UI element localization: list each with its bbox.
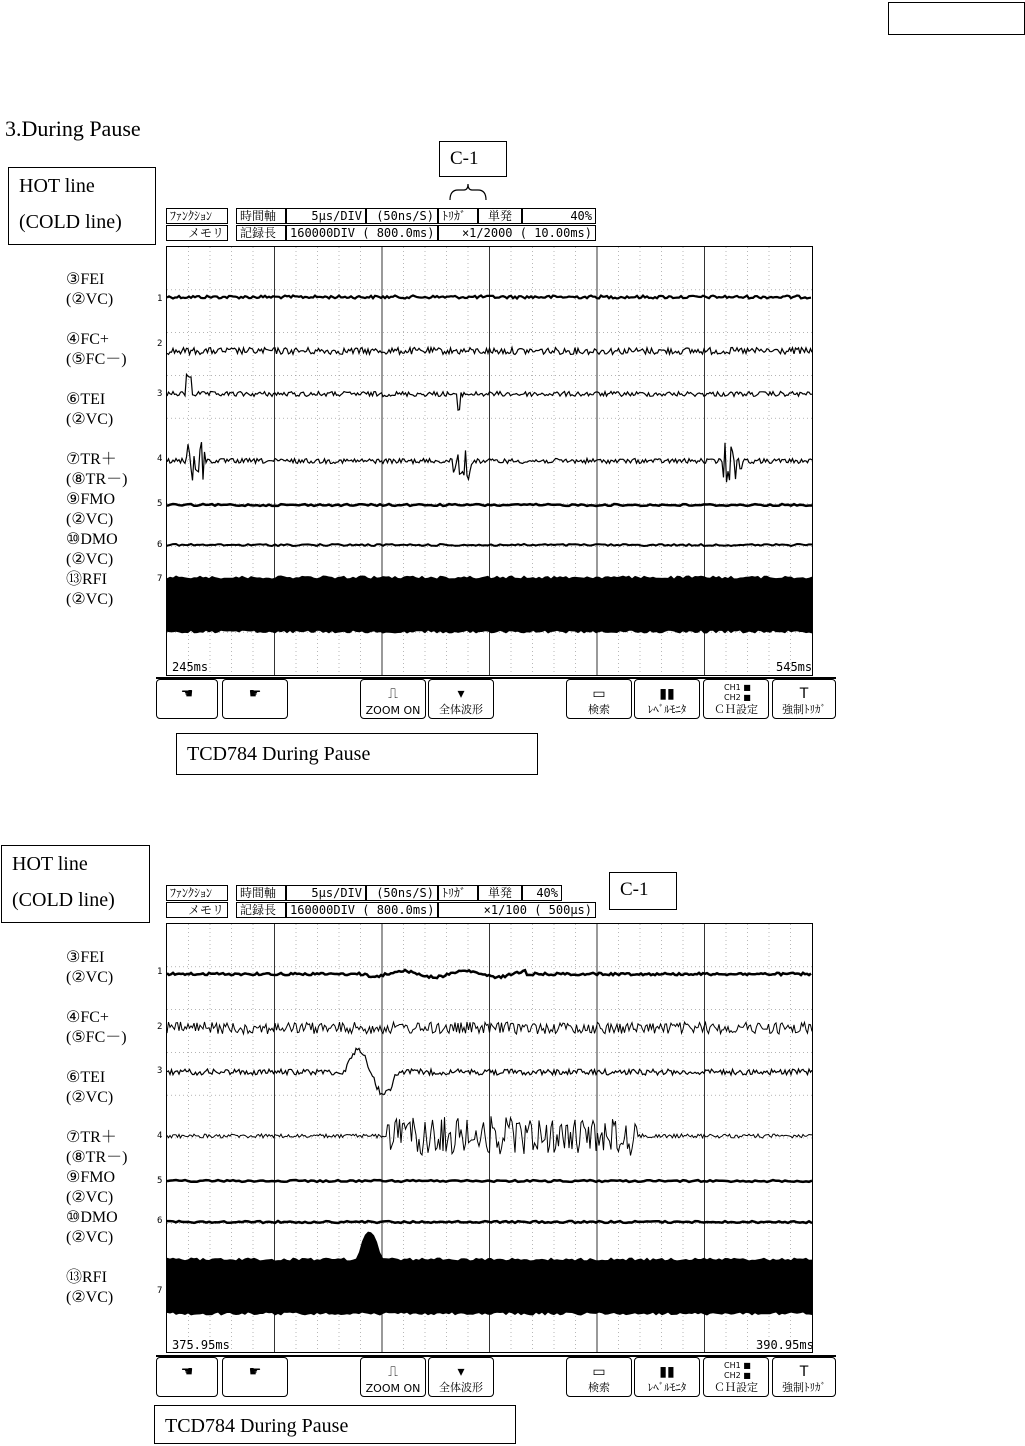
trigger-label: ﾄﾘｶﾞ xyxy=(438,885,478,901)
channel-number-6: 6 xyxy=(157,1216,163,1226)
scroll-left-button[interactable] xyxy=(156,679,218,719)
record-value: 160000DIV ( 800.0ms) xyxy=(286,225,438,241)
force-trigger-button[interactable]: T 強制ﾄﾘｶﾞ xyxy=(772,679,836,719)
function-value: メモリ xyxy=(166,225,228,241)
waveform-trace xyxy=(167,544,812,546)
trigger-position: 40% xyxy=(522,208,596,224)
hand-right-icon: ☛ xyxy=(248,686,262,702)
rf-envelope xyxy=(167,576,812,634)
channel-number-4: 4 xyxy=(157,454,163,464)
function-value: メモリ xyxy=(166,902,228,918)
force-trigger-button[interactable]: T 強制ﾄﾘｶﾞ xyxy=(772,1357,836,1397)
c1-label: C-1 xyxy=(609,872,677,910)
search-button[interactable]: ▭ 検索 xyxy=(566,679,632,719)
scope-header xyxy=(166,885,596,919)
waveform-trace xyxy=(167,970,811,978)
channel-number-7: 7 xyxy=(157,1286,163,1296)
function-label: ﾌｧﾝｸｼｮﾝ xyxy=(166,885,228,901)
channel-number-5: 5 xyxy=(157,499,163,509)
full-waveform-button[interactable]: ▾ 全体波形 xyxy=(428,679,494,719)
channel-label-2: ④FC+ (⑤FC－) xyxy=(66,331,127,368)
channel-label-5: ⑨FMO (②VC) xyxy=(66,491,116,528)
channel-number-6: 6 xyxy=(157,540,163,550)
cold-line-label: (COLD line) xyxy=(19,211,122,233)
ch-setting-button[interactable]: CH1 ■ CH2 ■ ＣＨ設定 xyxy=(703,679,769,719)
trigger-label: ﾄﾘｶﾞ xyxy=(438,208,478,224)
trigger-t-icon: T xyxy=(799,1364,809,1380)
channel-label-1: ③FEI (②VC) xyxy=(66,271,114,308)
sample-rate: (50ns/S) xyxy=(366,208,438,224)
hot-cold-legend xyxy=(8,167,156,245)
time-end: 545ms xyxy=(776,660,813,674)
channel-number-1: 1 xyxy=(157,294,163,304)
channel-label-2: ④FC+ (⑤FC－) xyxy=(66,1009,127,1046)
channel-label-1: ③FEI (②VC) xyxy=(66,949,114,986)
scope-screen xyxy=(166,246,813,676)
channel-number-7: 7 xyxy=(157,574,163,584)
scroll-right-button[interactable] xyxy=(222,1357,288,1397)
level-bars-icon: ▮▮ xyxy=(659,1364,675,1380)
level-monitor-button[interactable]: ▮▮ ﾚﾍﾞﾙﾓﾆﾀ xyxy=(634,679,700,719)
hot-line-label: HOT line xyxy=(19,175,95,197)
channel-label-7: ⑬RFI (②VC) xyxy=(66,571,114,608)
search-button[interactable]: ▭ 検索 xyxy=(566,1357,632,1397)
trigger-t-icon: T xyxy=(799,686,809,702)
zoom-button[interactable]: ⎍ ZOOM ON xyxy=(360,679,426,719)
waveform-trace xyxy=(167,1180,812,1182)
trigger-mode: 単発 xyxy=(478,885,522,901)
trigger-mode: 単発 xyxy=(478,208,522,224)
zoom-icon: ⎍ xyxy=(388,686,398,702)
waveform-plot xyxy=(167,924,812,1352)
zoom-ratio: ×1/2000 ( 10.00ms) xyxy=(438,225,596,241)
button-bar xyxy=(156,679,836,719)
waveform-plot xyxy=(167,247,812,675)
waveform-trace xyxy=(167,504,812,506)
sample-rate: (50ns/S) xyxy=(366,885,438,901)
time-start: 375.95ms xyxy=(172,1338,230,1352)
channel-number-1: 1 xyxy=(157,967,163,977)
channel-label-6: ⑩DMO (②VC) xyxy=(66,531,118,568)
chevron-down-icon: ▾ xyxy=(457,686,465,702)
chevron-down-icon: ▾ xyxy=(457,1364,465,1380)
hand-right-icon: ☛ xyxy=(248,1364,262,1380)
channel-number-2: 2 xyxy=(157,1022,163,1032)
zoom-icon: ⎍ xyxy=(388,1364,398,1380)
channel-number-3: 3 xyxy=(157,389,163,399)
c1-brace-icon xyxy=(448,182,488,202)
timebase-label: 時間軸 xyxy=(236,208,286,224)
c1-label: C-1 xyxy=(439,141,507,177)
ch-indicators: CH1 ■ CH2 ■ xyxy=(724,1361,751,1380)
zoom-button[interactable]: ⎍ ZOOM ON xyxy=(360,1357,426,1397)
time-end: 390.95ms xyxy=(756,1338,814,1352)
level-monitor-button[interactable]: ▮▮ ﾚﾍﾞﾙﾓﾆﾀ xyxy=(634,1357,700,1397)
timebase-value: 5μs/DIV xyxy=(286,885,366,901)
record-label: 記録長 xyxy=(236,225,286,241)
channel-number-2: 2 xyxy=(157,339,163,349)
hot-cold-legend xyxy=(1,845,150,923)
ch-indicators: CH1 ■ CH2 ■ xyxy=(724,683,751,702)
hot-line-label: HOT line xyxy=(12,853,88,875)
hand-left-icon: ☚ xyxy=(180,686,194,702)
zoom-ratio: ×1/100 ( 500μs) xyxy=(438,902,596,918)
time-start: 245ms xyxy=(172,660,209,674)
page-number-box xyxy=(888,2,1025,35)
scroll-right-button[interactable] xyxy=(222,679,288,719)
function-label: ﾌｧﾝｸｼｮﾝ xyxy=(166,208,228,224)
level-bars-icon: ▮▮ xyxy=(659,686,675,702)
caption: TCD784 During Pause xyxy=(176,733,538,775)
channel-label-3: ⑥TEI (②VC) xyxy=(66,1069,114,1106)
channel-label-6: ⑩DMO (②VC) xyxy=(66,1209,118,1246)
hand-left-icon: ☚ xyxy=(180,1364,194,1380)
ch-setting-button[interactable]: CH1 ■ CH2 ■ ＣＨ設定 xyxy=(703,1357,769,1397)
scope-header xyxy=(166,208,596,242)
button-bar xyxy=(156,1357,836,1397)
cold-line-label: (COLD line) xyxy=(12,889,115,911)
scope-screen xyxy=(166,923,813,1353)
caption: TCD784 During Pause xyxy=(154,1405,516,1444)
channel-label-7: ⑬RFI (②VC) xyxy=(66,1269,114,1306)
channel-label-4: ⑦TR＋ (⑧TR－) xyxy=(66,1129,128,1166)
channel-number-4: 4 xyxy=(157,1131,163,1141)
channel-number-3: 3 xyxy=(157,1066,163,1076)
full-waveform-button[interactable]: ▾ 全体波形 xyxy=(428,1357,494,1397)
timebase-label: 時間軸 xyxy=(236,885,286,901)
waveform-trace xyxy=(167,296,811,299)
search-icon: ▭ xyxy=(592,686,606,702)
channel-label-5: ⑨FMO (②VC) xyxy=(66,1169,116,1206)
scroll-left-button[interactable] xyxy=(156,1357,218,1397)
timebase-value: 5μs/DIV xyxy=(286,208,366,224)
record-value: 160000DIV ( 800.0ms) xyxy=(286,902,438,918)
channel-label-4: ⑦TR＋ (⑧TR－) xyxy=(66,451,128,488)
section-title: 3.During Pause xyxy=(5,116,141,141)
waveform-trace xyxy=(167,1221,812,1223)
search-icon: ▭ xyxy=(592,1364,606,1380)
channel-label-3: ⑥TEI (②VC) xyxy=(66,391,114,428)
record-label: 記録長 xyxy=(236,902,286,918)
channel-number-5: 5 xyxy=(157,1176,163,1186)
trigger-position: 40% xyxy=(522,885,562,901)
